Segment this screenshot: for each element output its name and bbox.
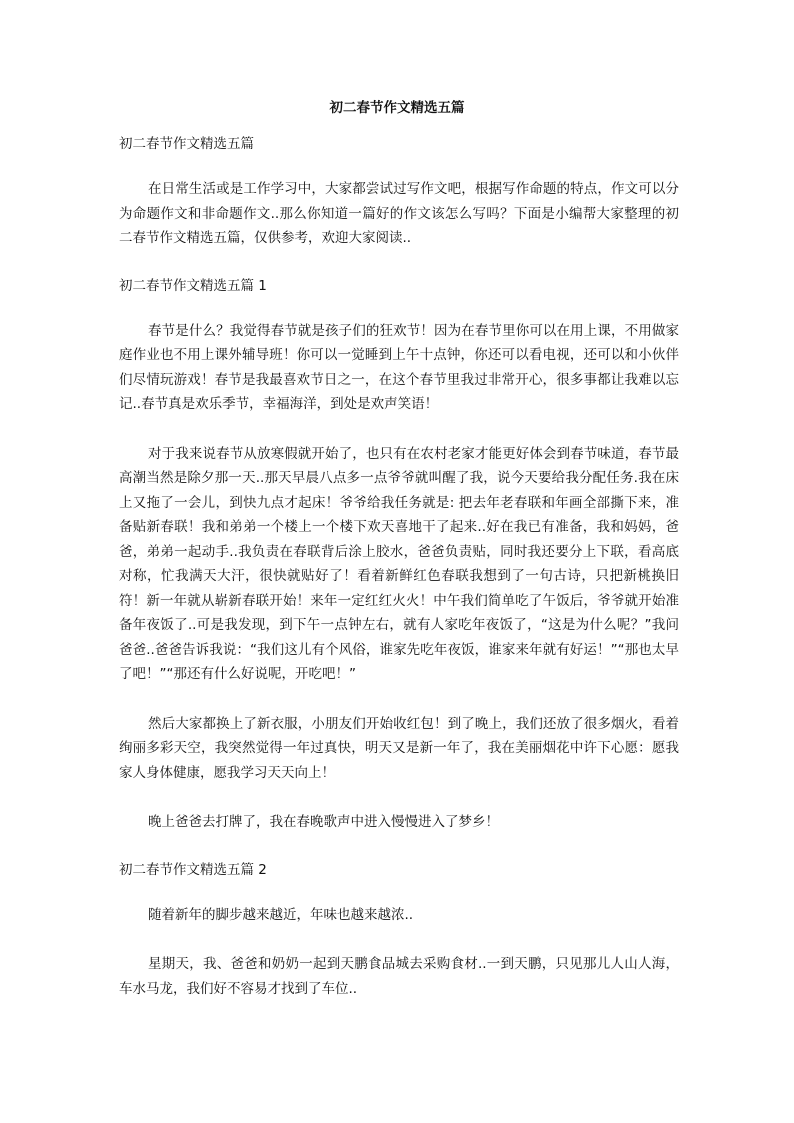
paragraph: 对于我来说春节从放寒假就开始了，也只有在农村老家才能更好体会到春节味道，春节最高潮当然是除夕那一天..那天早晨八点多一点爷爷就叫醒了我，说今天要给我分配任务.我在床上又拖了一会儿，到快九点才起床！爷爷给我任务就是: 把去年老春联和年画全部撕下来，准备贴新春联！我和弟弟一个楼上一个楼下欢天喜地干了起来..好在我已有准备，我和妈妈，爸爸，弟弟一起动手..我负责在春联背后涂上胶水，爸爸负责贴，同时我还要分上下联，看高底对称，忙我满天大汗，很快就贴好了！看着新鲜红色春联我想到了一句古诗，只把新桃换旧符！新一年就从崭新春联开始！来年一定红红火火！中午我们简单吃了午饭后，爷爷就开始准备年夜饭了..可是我发现，到下午一点钟左右，就有人家吃年夜饭了，“这是为什么呢？”我问爸爸..爸爸告诉我说：“我们这儿有个风俗，谁家先吃年夜饭，谁家来年就有好运！”“那也太早了吧！”“那还有什么好说呢，开吃吧！” bbox=[119, 445, 679, 682]
document-title: 初二春节作文精选五篇 bbox=[329, 100, 465, 116]
paragraph: 晚上爸爸去打牌了，我在春晚歌声中进入慢慢进入了梦乡！ bbox=[148, 814, 499, 830]
document-body bbox=[119, 134, 679, 1001]
section-heading: 初二春节作文精选五篇 bbox=[119, 136, 254, 152]
paragraph: 春节是什么？我觉得春节就是孩子们的狂欢节！因为在春节里你可以在用上课，不用做家庭作业也不用上课外辅导班！你可以一觉睡到上午十点钟，你还可以看电视，还可以和小伙伴们尽情玩游戏！春节是我最喜欢节日之一，在这个春节里我过非常开心，很多事都让我难以忘记..春节真是欢乐季节，幸福海洋，到处是欢声笑语！ bbox=[119, 322, 679, 412]
paragraph: 随着新年的脚步越来越近，年味也越来越浓.. bbox=[148, 906, 414, 923]
section-heading: 初二春节作文精选五篇 1 bbox=[119, 277, 267, 294]
paragraph: 在日常生活或是工作学习中，大家都尝试过写作文吧，根据写作命题的特点，作文可以分为命题作文和非命题作文..那么你知道一篇好的作文该怎么写吗？下面是小编帮大家整理的初二春节作文精选五篇，仅供参考，欢迎大家阅读.. bbox=[119, 181, 679, 246]
paragraph: 然后大家都换上了新衣服，小朋友们开始收红包！到了晚上，我们还放了很多烟火，看着绚丽多彩天空，我突然觉得一年过真快，明天又是新一年了，我在美丽烟花中许下心愿：愿我家人身体健康，愿我学习天天向上！ bbox=[119, 715, 679, 781]
paragraph: 星期天，我、爸爸和奶奶一起到天鹏食品城去采购食材..一到天鹏，只见那儿人山人海，车水马龙，我们好不容易才找到了车位.. bbox=[119, 956, 679, 997]
section-heading: 初二春节作文精选五篇 2 bbox=[119, 861, 267, 878]
